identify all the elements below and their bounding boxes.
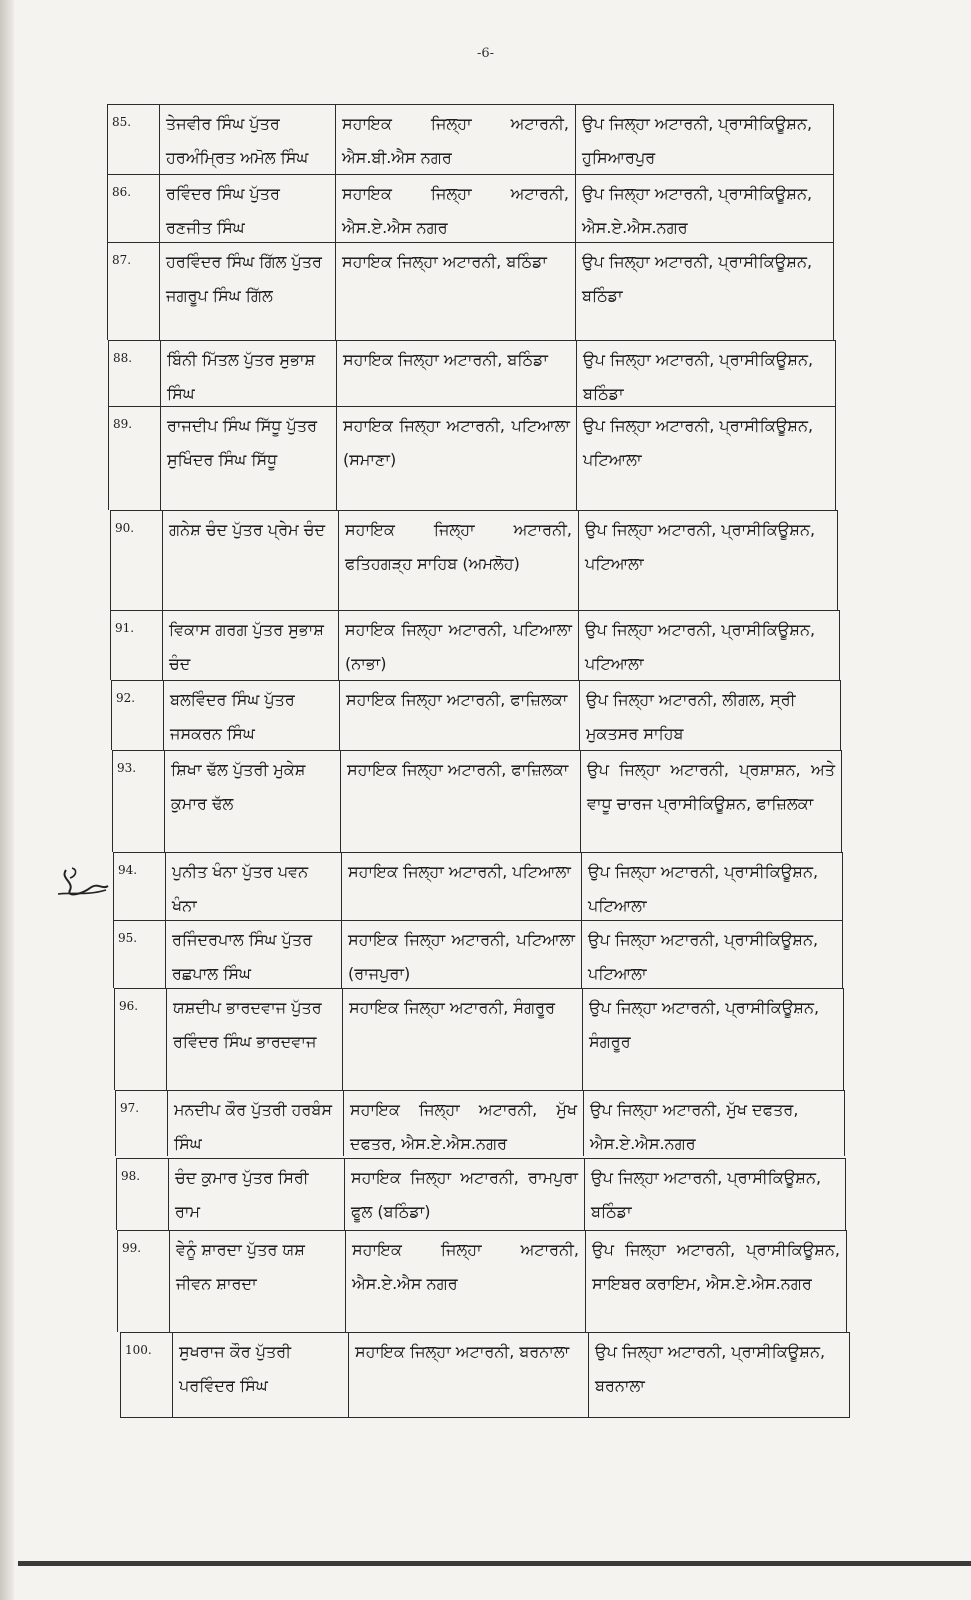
- serial-number-cell: 94.: [114, 853, 166, 920]
- new-posting-cell: ਉਪ ਜਿਲ੍ਹਾ ਅਟਾਰਨੀ, ਪ੍ਰਾਸੀਕਿਊਸ਼ਨ, ਬਰਨਾਲਾ: [595, 1342, 826, 1395]
- table-row: [110, 510, 838, 610]
- current-posting-cell: ਸਹਾਇਕ ਜਿਲ੍ਹਾ ਅਟਾਰਨੀ, ਫਾਜ਼ਿਲਕਾ: [341, 751, 581, 852]
- scan-bottom-edge: [18, 1561, 971, 1566]
- table-row: [116, 1158, 846, 1230]
- serial-number-cell: 91.: [111, 611, 163, 680]
- table-row: [111, 680, 841, 750]
- employee-name-cell: ਰਵਿੰਦਰ ਸਿੰਘ ਪੁੱਤਰ ਰਣਜੀਤ ਸਿੰਘ: [160, 175, 336, 244]
- serial-number-cell: 87.: [108, 243, 160, 340]
- serial-number-cell: 89.: [109, 407, 161, 510]
- current-posting-cell: ਸਹਾਇਕ ਜਿਲ੍ਹਾ ਅਟਾਰਨੀ, ਪਟਿਆਲਾ: [342, 853, 582, 920]
- new-posting-cell: ਉਪ ਜਿਲ੍ਹਾ ਅਟਾਰਨੀ, ਪ੍ਰਾਸੀਕਿਊਸ਼ਨ, ਬਠਿੰਡਾ: [582, 252, 813, 305]
- table-row: [112, 750, 842, 852]
- current-posting-cell: ਸਹਾਇਕ ਜਿਲ੍ਹਾ ਅਟਾਰਨੀ, ਬਠਿੰਡਾ: [337, 341, 577, 406]
- table-row: [107, 104, 834, 174]
- current-posting-cell: ਸਹਾਇਕ ਜਿਲ੍ਹਾ ਅਟਾਰਨੀ, ਪਟਿਆਲਾ (ਨਾਭਾ): [339, 611, 579, 680]
- table-row: [108, 340, 836, 406]
- new-posting-cell: ਉਪ ਜਿਲ੍ਹਾ ਅਟਾਰਨੀ, ਪ੍ਰਾਸੀਕਿਊਸ਼ਨ, ਸਾਇਬਰ ਕਰਾਇਮ, ਐਸ.ਏ.ਐਸ.ਨਗਰ: [592, 1240, 840, 1293]
- table-row: [120, 1332, 850, 1418]
- current-posting-cell: ਸਹਾਇਕ ਜਿਲ੍ਹਾ ਅਟਾਰਨੀ, ਐਸ.ਏ.ਐਸ ਨਗਰ: [346, 1231, 586, 1332]
- new-posting-cell: ਉਪ ਜਿਲ੍ਹਾ ਅਟਾਰਨੀ, ਪ੍ਰਾਸੀਕਿਊਸ਼ਨ, ਪਟਿਆਲਾ: [585, 520, 816, 573]
- table-row: [107, 242, 834, 340]
- employee-name-cell: ਰਾਜਦੀਪ ਸਿੰਘ ਸਿੱਧੂ ਪੁੱਤਰ ਸੁਖਿੰਦਰ ਸਿੰਘ ਸਿੱਧੂ: [161, 407, 337, 510]
- current-posting-cell: ਸਹਾਇਕ ਜਿਲ੍ਹਾ ਅਟਾਰਨੀ, ਐਸ.ਏ.ਐਸ ਨਗਰ: [336, 175, 576, 244]
- serial-number-cell: 93.: [113, 751, 165, 852]
- serial-number-cell: 88.: [109, 341, 161, 406]
- employee-name-cell: ਰਜਿੰਦਰਪਾਲ ਸਿੰਘ ਪੁੱਤਰ ਰਛਪਾਲ ਸਿੰਘ: [166, 921, 342, 988]
- current-posting-cell: ਸਹਾਇਕ ਜਿਲ੍ਹਾ ਅਟਾਰਨੀ, ਪਟਿਆਲਾ (ਰਾਜਪੁਰਾ): [342, 921, 582, 988]
- employee-name-cell: ਹਰਵਿੰਦਰ ਸਿੰਘ ਗਿੱਲ ਪੁੱਤਰ ਜਗਰੂਪ ਸਿੰਘ ਗਿੱਲ: [160, 243, 336, 340]
- current-posting-cell: ਸਹਾਇਕ ਜਿਲ੍ਹਾ ਅਟਾਰਨੀ, ਫਾਜ਼ਿਲਕਾ: [340, 681, 580, 750]
- employee-name-cell: ਤੇਜਵੀਰ ਸਿੰਘ ਪੁੱਤਰ ਹਰਅੰਮ੍ਰਿਤ ਅਮੋਲ ਸਿੰਘ: [160, 105, 336, 174]
- new-posting-cell: ਉਪ ਜਿਲ੍ਹਾ ਅਟਾਰਨੀ, ਲੀਗਲ, ਸ੍ਰੀ ਮੁਕਤਸਰ ਸਾਹਿਬ: [586, 690, 796, 743]
- handwritten-signature: [52, 860, 112, 910]
- new-posting-cell: ਉਪ ਜਿਲ੍ਹਾ ਅਟਾਰਨੀ, ਪ੍ਰਾਸੀਕਿਊਸ਼ਨ, ਪਟਿਆਲਾ: [588, 862, 819, 915]
- new-posting-cell: ਉਪ ਜਿਲ੍ਹਾ ਅਟਾਰਨੀ, ਪ੍ਰਾਸੀਕਿਊਸ਼ਨ, ਪਟਿਆਲਾ: [585, 620, 816, 673]
- table-row: [107, 174, 834, 244]
- employee-name-cell: ਪੁਨੀਤ ਖੰਨਾ ਪੁੱਤਰ ਪਵਨ ਖੰਨਾ: [166, 853, 342, 920]
- employee-name-cell: ਯਸ਼ਦੀਪ ਭਾਰਦਵਾਜ ਪੁੱਤਰ ਰਵਿੰਦਰ ਸਿੰਘ ਭਾਰਦਵਾਜ: [167, 989, 343, 1090]
- current-posting-cell: ਸਹਾਇਕ ਜਿਲ੍ਹਾ ਅਟਾਰਨੀ, ਮੁੱਖ ਦਫਤਰ, ਐਸ.ਏ.ਐਸ.ਨਗਰ: [344, 1091, 584, 1156]
- employee-name-cell: ਬਿੰਨੀ ਮਿੱਤਲ ਪੁੱਤਰ ਸੁਭਾਸ਼ ਸਿੰਘ: [161, 341, 337, 406]
- new-posting-cell: ਉਪ ਜਿਲ੍ਹਾ ਅਟਾਰਨੀ, ਪ੍ਰਾਸੀਕਿਊਸ਼ਨ, ਬਠਿੰਡਾ: [591, 1168, 822, 1221]
- new-posting-cell: ਉਪ ਜਿਲ੍ਹਾ ਅਟਾਰਨੀ, ਪ੍ਰਾਸੀਕਿਊਸ਼ਨ, ਹੁਸਿਆਰਪੁਰ: [582, 114, 813, 167]
- employee-name-cell: ਗਨੇਸ਼ ਚੰਦ ਪੁੱਤਰ ਪ੍ਰੇਮ ਚੰਦ: [163, 511, 339, 610]
- table-row: [113, 852, 843, 920]
- serial-number-cell: 100.: [121, 1333, 173, 1417]
- current-posting-cell: ਸਹਾਇਕ ਜਿਲ੍ਹਾ ਅਟਾਰਨੀ, ਬਰਨਾਲਾ: [349, 1333, 589, 1417]
- serial-number-cell: 85.: [108, 105, 160, 174]
- current-posting-cell: ਸਹਾਇਕ ਜਿਲ੍ਹਾ ਅਟਾਰਨੀ, ਬਠਿੰਡਾ: [336, 243, 576, 340]
- new-posting-cell: ਉਪ ਜਿਲ੍ਹਾ ਅਟਾਰਨੀ, ਪ੍ਰਸ਼ਾਸ਼ਨ, ਅਤੇ ਵਾਧੂ ਚਾਰਜ ਪ੍ਰਾਸੀਕਿਊਸ਼ਨ, ਫਾਜ਼ਿਲਕਾ: [587, 760, 835, 813]
- new-posting-cell: ਉਪ ਜਿਲ੍ਹਾ ਅਟਾਰਨੀ, ਮੁੱਖ ਦਫਤਰ, ਐਸ.ਏ.ਐਸ.ਨਗਰ: [590, 1100, 799, 1153]
- serial-number-cell: 86.: [108, 175, 160, 244]
- table-row: [108, 406, 836, 510]
- table-row: [117, 1230, 847, 1332]
- new-posting-cell: ਉਪ ਜਿਲ੍ਹਾ ਅਟਾਰਨੀ, ਪ੍ਰਾਸੀਕਿਊਸ਼ਨ, ਬਠਿੰਡਾ: [583, 350, 814, 403]
- serial-number-cell: 98.: [117, 1159, 169, 1230]
- serial-number-cell: 90.: [111, 511, 163, 610]
- table-row: [114, 988, 844, 1090]
- new-posting-cell: ਉਪ ਜਿਲ੍ਹਾ ਅਟਾਰਨੀ, ਪ੍ਰਾਸੀਕਿਊਸ਼ਨ, ਸੰਗਰੂਰ: [589, 998, 820, 1051]
- new-posting-cell: ਉਪ ਜਿਲ੍ਹਾ ਅਟਾਰਨੀ, ਪ੍ਰਾਸੀਕਿਊਸ਼ਨ, ਪਟਿਆਲਾ: [588, 930, 819, 983]
- current-posting-cell: ਸਹਾਇਕ ਜਿਲ੍ਹਾ ਅਟਾਰਨੀ, ਰਾਮਪੁਰਾ ਫੂਲ (ਬਠਿੰਡਾ): [345, 1159, 585, 1230]
- current-posting-cell: ਸਹਾਇਕ ਜਿਲ੍ਹਾ ਅਟਾਰਨੀ, ਸੰਗਰੂਰ: [343, 989, 583, 1090]
- employee-name-cell: ਵਿਕਾਸ ਗਰਗ ਪੁੱਤਰ ਸੁਭਾਸ਼ ਚੰਦ: [163, 611, 339, 680]
- table-row: [110, 610, 840, 680]
- employee-name-cell: ਮਨਦੀਪ ਕੌਰ ਪੁੱਤਰੀ ਹਰਬੰਸ ਸਿੰਘ: [168, 1091, 344, 1156]
- table-row: [115, 1090, 845, 1156]
- current-posting-cell: ਸਹਾਇਕ ਜਿਲ੍ਹਾ ਅਟਾਰਨੀ, ਐਸ.ਬੀ.ਐਸ ਨਗਰ: [336, 105, 576, 174]
- serial-number-cell: 92.: [112, 681, 164, 750]
- current-posting-cell: ਸਹਾਇਕ ਜਿਲ੍ਹਾ ਅਟਾਰਨੀ, ਫਤਿਹਗੜ੍ਹ ਸਾਹਿਬ (ਅਮਲੋਹ): [339, 511, 579, 610]
- new-posting-cell: ਉਪ ਜਿਲ੍ਹਾ ਅਟਾਰਨੀ, ਪ੍ਰਾਸੀਕਿਊਸ਼ਨ, ਪਟਿਆਲਾ: [583, 416, 814, 469]
- employee-name-cell: ਸੁਖਰਾਜ ਕੌਰ ਪੁੱਤਰੀ ਪਰਵਿੰਦਰ ਸਿੰਘ: [173, 1333, 349, 1417]
- table-row: [113, 920, 843, 988]
- page-number: -6-: [476, 46, 495, 61]
- serial-number-cell: 95.: [114, 921, 166, 988]
- current-posting-cell: ਸਹਾਇਕ ਜਿਲ੍ਹਾ ਅਟਾਰਨੀ, ਪਟਿਆਲਾ (ਸਮਾਣਾ): [337, 407, 577, 510]
- employee-name-cell: ਸ਼ਿਖਾ ਢੱਲ ਪੁੱਤਰੀ ਮੁਕੇਸ਼ ਕੁਮਾਰ ਢੱਲ: [165, 751, 341, 852]
- employee-name-cell: ਬਲਵਿੰਦਰ ਸਿੰਘ ਪੁੱਤਰ ਜਸਕਰਨ ਸਿੰਘ: [164, 681, 340, 750]
- serial-number-cell: 99.: [118, 1231, 170, 1332]
- serial-number-cell: 97.: [116, 1091, 168, 1156]
- new-posting-cell: ਉਪ ਜਿਲ੍ਹਾ ਅਟਾਰਨੀ, ਪ੍ਰਾਸੀਕਿਊਸ਼ਨ, ਐਸ.ਏ.ਐਸ.ਨਗਰ: [582, 184, 813, 237]
- employee-name-cell: ਚੰਦ ਕੁਮਾਰ ਪੁੱਤਰ ਸਿਰੀ ਰਾਮ: [169, 1159, 345, 1230]
- serial-number-cell: 96.: [115, 989, 167, 1090]
- employee-name-cell: ਵੇਨੂੰ ਸ਼ਾਰਦਾ ਪੁੱਤਰ ਯਸ਼ ਜੀਵਨ ਸ਼ਾਰਦਾ: [170, 1231, 346, 1332]
